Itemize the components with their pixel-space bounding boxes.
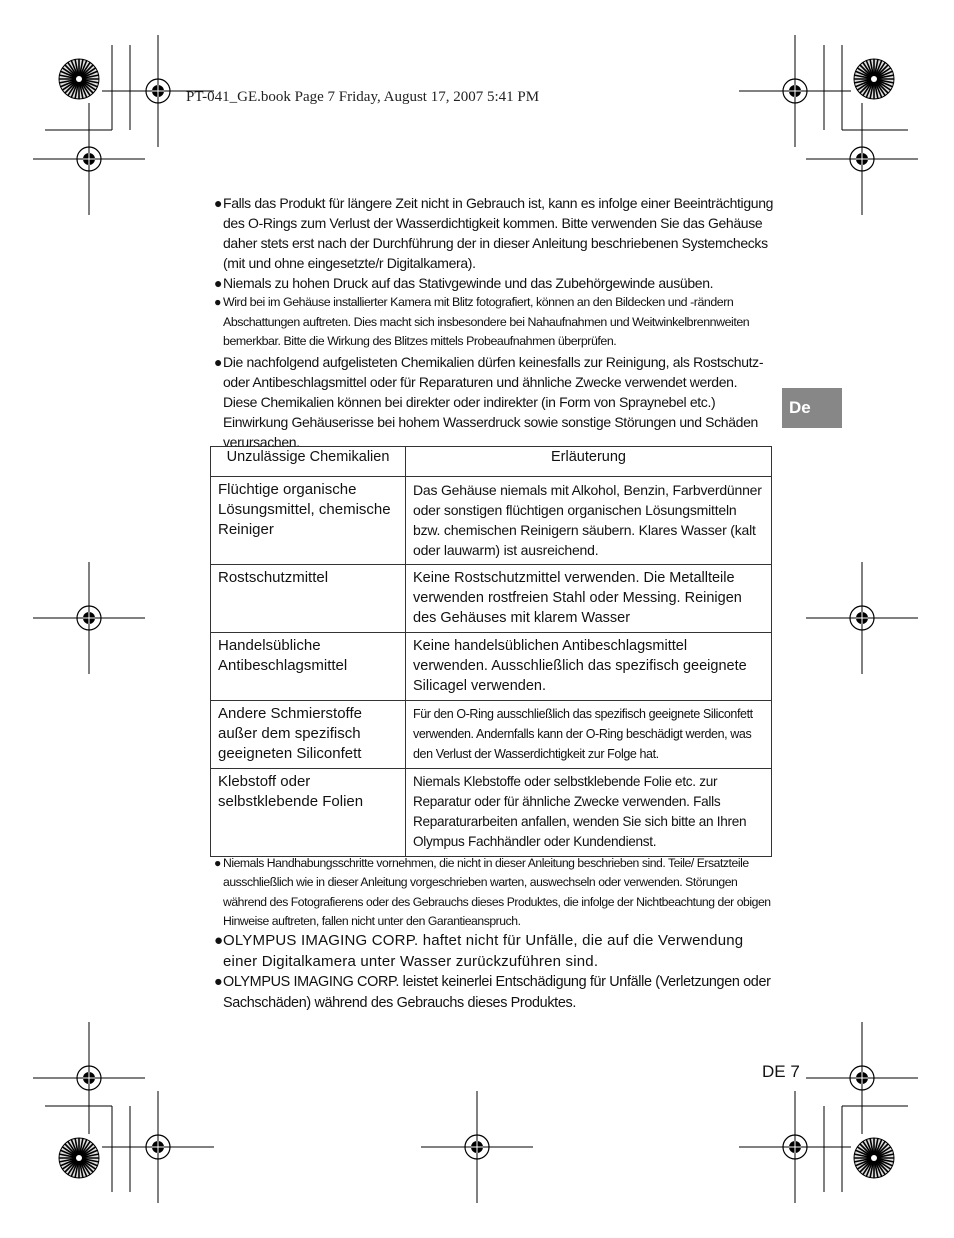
chemical-cell: Klebstoff oder selbstklebende Folien	[211, 769, 406, 857]
explanation-cell: Für den O-Ring ausschließlich das spezifisch geeignete Siliconfett verwenden. Andernfalls kann der O-Ring beschädigt werden, was den Verlust der Wasserdichtigkeit zur Folge hat.	[406, 701, 772, 769]
chemical-cell: Rostschutzmittel	[211, 565, 406, 633]
explanation-cell: Keine handelsüblichen Antibeschlagsmittel verwenden. Ausschließlich das spezifisch geeignete Silicagel verwenden.	[406, 633, 772, 701]
note-text: Die nachfolgend aufgelisteten Chemikalien dürfen keinesfalls zur Reinigung, als Rostschutz- oder Antibeschlagsmittel oder für Reparaturen und ähnliche Zwecke verwendet werden. Diese Chemikalien können bei direkter oder indirekter (in Form von Spraynebel etc.) Einwirkung Gehäuserisse bei hohem Wasserdruck sowie sonstige Störungen und Schäden verursachen.	[223, 353, 764, 450]
explanation-cell: Das Gehäuse niemals mit Alkohol, Benzin, Farbverdünner oder sonstigen flüchtigen organischen Lösungsmitteln bzw. chemischen Reinigern säubern. Klares Wasser (kalt oder lauwarm) ist ausreichend.	[406, 477, 772, 565]
note-text: Wird bei im Gehäuse installierter Kamera mit Blitz fotografiert, können an den Bildecken und -rändern Abschattungen auftreten. Dies macht sich insbesondere bei Nahaufnahmen und Weitwinkelbrennweiten bemerkbar. Bitte die Wirkung des Blitzes mittels Probeaufnahmen überprüfen.	[223, 295, 750, 348]
list-item	[214, 193, 774, 273]
language-tab: De	[782, 388, 842, 428]
chemical-cell: Flüchtige organische Lösungsmittel, chemische Reiniger	[211, 477, 406, 565]
note-text: Falls das Produkt für längere Zeit nicht in Gebrauch ist, kann es infolge einer Beeinträchtigung des O-Rings zum Verlust der Wasserdichtigkeit kommen. Bitte verwenden Sie das Gehäuse daher stets erst nach der Durchführung der in dieser Anleitung beschriebenen Systemchecks (mit und ohne eingesetzte/r Digitalkamera).	[223, 195, 774, 271]
running-head: PT-041_GE.book Page 7 Friday, August 17, 2007 5:41 PM	[186, 89, 540, 105]
bullet-icon: ●	[214, 195, 223, 211]
notes-list-bottom	[214, 854, 774, 1013]
table-row	[211, 565, 772, 633]
column-header-chemicals: Unzulässige Chemikalien	[211, 447, 406, 477]
chemicals-table	[210, 446, 772, 857]
list-item	[214, 352, 774, 452]
bullet-icon: ●	[214, 353, 223, 370]
explanation-cell: Niemals Klebstoffe oder selbstklebende Folie etc. zur Reparatur oder für ähnliche Zwecke verwenden. Falls Reparaturarbeiten anfallen, wenden Sie sich bitte an Ihren Olympus Fachhändler oder Kundendienst.	[406, 769, 772, 857]
list-item	[214, 273, 774, 293]
list-item	[214, 931, 774, 972]
bullet-icon: ●	[214, 932, 224, 950]
notes-list-top	[214, 193, 774, 452]
chemical-cell: Andere Schmierstoffe außer dem spezifisch geeigneten Siliconfett	[211, 701, 406, 769]
bullet-icon: ●	[214, 295, 222, 309]
note-text: OLYMPUS IMAGING CORP. haftet nicht für Unfälle, die auf die Verwendung einer Digitalkamera unter Wasser zurückzuführen sind.	[223, 932, 744, 970]
bullet-icon: ●	[214, 856, 221, 870]
table-row	[211, 477, 772, 565]
table-header-row	[211, 447, 772, 477]
chemical-cell: Handelsübliche Antibeschlagsmittel	[211, 633, 406, 701]
table-row	[211, 633, 772, 701]
list-item	[214, 972, 774, 1013]
explanation-cell: Keine Rostschutzmittel verwenden. Die Metallteile verwenden rostfreien Stahl oder Messing. Reinigen des Gehäuses mit klarem Wasser	[406, 565, 772, 633]
list-item	[214, 854, 774, 931]
note-text: Niemals zu hohen Druck auf das Stativgewinde und das Zubehörgewinde ausüben.	[223, 275, 714, 291]
note-text: OLYMPUS IMAGING CORP. leistet keinerlei Entschädigung für Unfälle (Verletzungen oder Sachschäden) während des Gebrauchs dieses Produktes.	[223, 974, 771, 1011]
list-item	[214, 293, 774, 352]
page-number: DE 7	[762, 1062, 800, 1081]
bullet-icon: ●	[214, 974, 223, 991]
column-header-explanation: Erläuterung	[406, 447, 772, 477]
table-row	[211, 769, 772, 857]
bullet-icon: ●	[214, 275, 223, 291]
table-row	[211, 701, 772, 769]
note-text: Niemals Handhabungsschritte vornehmen, die nicht in dieser Anleitung beschrieben sind. Teile/ Ersatzteile ausschließlich wie in dieser Anleitung vorgeschrieben warten, auswechseln oder verwenden. Störungen während des Fotografierens oder des Gebrauchs dieses Produktes, die infolge der Nichtbeachtung der obigen Hinweise auftreten, fallen nicht unter den Garantieanspruch.	[223, 856, 771, 928]
